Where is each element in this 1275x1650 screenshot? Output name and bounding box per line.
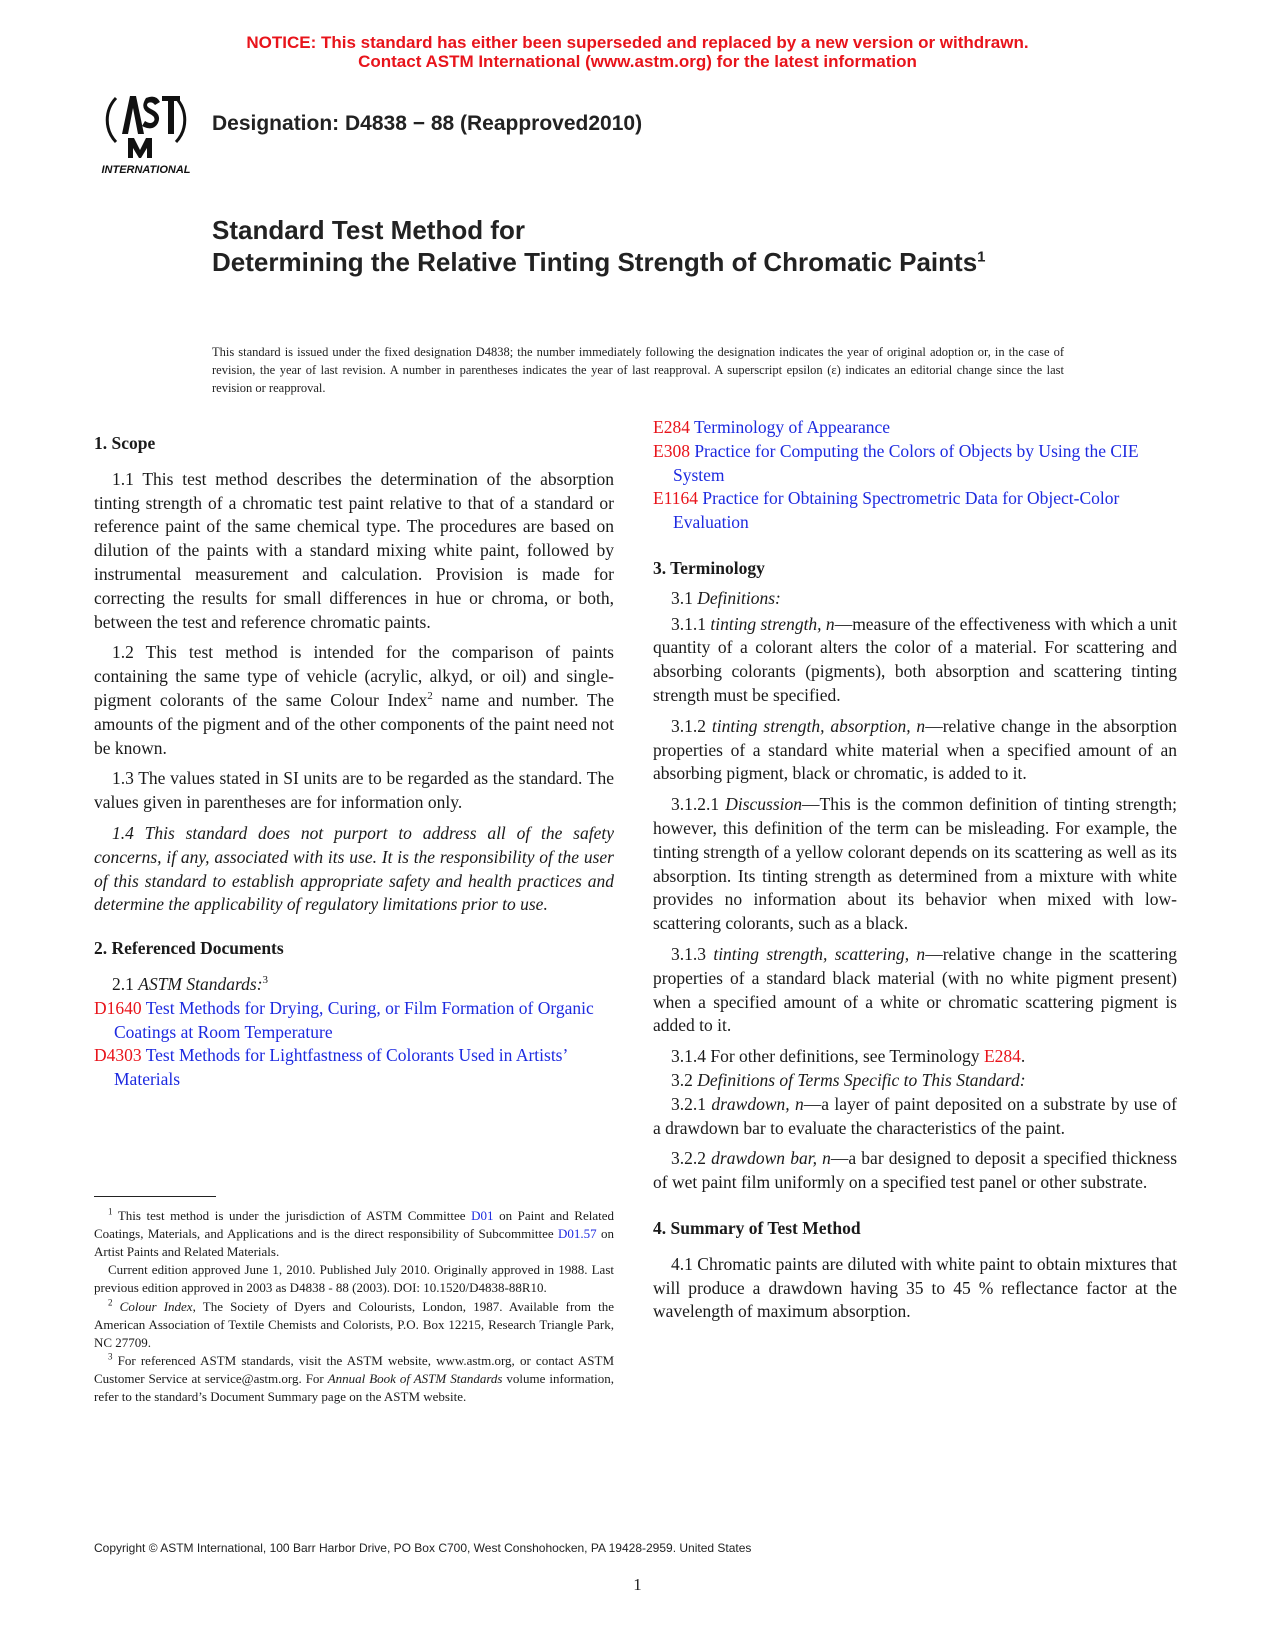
ref-code[interactable]: D1640 [94, 997, 142, 1018]
para-1-2-text-cont: name and number. The amounts of the pigment and of the other components of the paint need not be known. [94, 689, 614, 758]
footnote-2-text: , The Society of Dyers and Colourists, London, 1987. Available from the American Association of Textile Chemists and Colorists, P.O. Box 12215, Research Triangle Park, NC 27709. [94, 1298, 614, 1350]
para-3-1-num: 3.1 [671, 587, 698, 608]
para-1-1: 1.1 This test method describes the determination of the absorption tinting strength of a chromatic test paint relative to that of a standard or reference paint of the same chemical type. The procedures are based on dilution of the paints with a standard mixing white paint, followed by instrumental measurement and calculation. Provision is made for correcting the results for small differences in hue or chroma, or both, between the test and reference chromatic paints. [94, 468, 614, 632]
ref-title[interactable]: Test Methods for Drying, Curing, or Film Formation of Organic Coatings at Room Temperature [114, 997, 594, 1042]
definition: —This is the common definition of tinting strength; however, this definition of the term can be misleading. For example, the tinting strength of a yellow colorant depends on its scattering as well as its absorption. Its tinting strength as determined from a mixture with white provides no information about its behavior when mixed with low-scattering colorants, such as a black. [653, 794, 1178, 934]
title-line-2 [212, 246, 1072, 278]
text-end: . [1020, 1046, 1026, 1067]
footnote-divider [94, 1196, 216, 1197]
para-4-1: 4.1 Chromatic paints are diluted with white paint to obtain mixtures that will produce a drawdown having 35 to 45 % reflectance factor at the wavelength of maximum absorption. [653, 1253, 1177, 1322]
section-4-heading: 4. Summary of Test Method [653, 1217, 861, 1238]
ref-title[interactable]: Test Methods for Lightfastness of Colorants Used in Artists’ Materials [114, 1045, 568, 1090]
para-3-1-1 [653, 613, 1177, 708]
left-column [94, 432, 614, 1092]
para-1-3: 1.3 The values stated in SI units are to be regarded as the standard. The values given in parentheses are for information only. [94, 768, 614, 813]
text: 3.1.4 For other definitions, see Terminology [671, 1046, 984, 1067]
section-1-heading: 1. Scope [94, 433, 156, 453]
ref-link-e284[interactable]: E284 [983, 1046, 1021, 1067]
definition: —a layer of paint deposited on a substrate by use of a drawdown bar to evaluate the characteristics of the paint. [653, 1093, 1178, 1138]
section-3-heading: 3. Terminology [653, 557, 765, 578]
footnote-3-mark: 3 [108, 1352, 113, 1363]
footnote-3-text-b: volume information, refer to the standard’s Document Summary page on the ASTM website. [94, 1371, 615, 1404]
title-footnote-ref: 1 [977, 248, 986, 266]
para-2-1-label: ASTM Standards: [138, 973, 263, 994]
para-3-1-2 [653, 715, 1177, 786]
term: tinting strength, absorption, n [711, 715, 926, 736]
footnote-1-text: This test method is under the jurisdiction of ASTM Committee [112, 1208, 472, 1223]
ref-d4303[interactable] [94, 1044, 614, 1092]
link-d01[interactable]: D01 [471, 1208, 494, 1223]
term: tinting strength, n [710, 613, 835, 634]
astm-logo [94, 84, 198, 176]
num: 3.1.1 [671, 613, 711, 634]
para-3-1 [653, 587, 1177, 611]
ref-code[interactable]: E284 [653, 417, 690, 437]
copyright: Copyright © ASTM International, 100 Barr Harbor Drive, PO Box C700, West Conshohocken, PA 19428-2959. United States [94, 1541, 752, 1555]
ref-title[interactable]: Terminology of Appearance [689, 417, 891, 437]
para-3-2-2 [653, 1147, 1177, 1195]
footnote-ref-3[interactable]: 3 [262, 974, 269, 987]
footnote-3-text: For referenced ASTM standards, visit the ASTM website, www.astm.org, or contact ASTM Customer Service at service@astm.org. For [94, 1353, 614, 1387]
para-2-1-num: 2.1 [112, 973, 139, 994]
term: tinting strength, scattering, n [713, 943, 926, 964]
definition: —a bar designed to deposit a specified thickness of wet paint film uniformly on a specified test panel or other substrate. [653, 1148, 1178, 1193]
footnote-1-mark: 1 [108, 1206, 113, 1217]
label: Definitions of Terms Specific to This Standard: [697, 1069, 1026, 1090]
definition: —relative change in the scattering properties of a standard black material (with no white pigment present) when a specified amount of a white or chromatic scattering pigment is added to it. [653, 943, 1177, 1036]
definition: —relative change in the absorption properties of a standard white material when a specified amount of an absorbing pigment, black or chromatic, is added to it. [653, 715, 1177, 784]
term: Discussion [725, 794, 803, 815]
ref-code[interactable]: E308 [653, 440, 690, 461]
footnote-1-current-edition: Current edition approved June 1, 2010. Published July 2010. Originally approved in 1988. Last previous edition approved in 2003 as D4838 - 88 (2003). DOI: 10.1520/D4838-88R10. [94, 1262, 614, 1296]
num: 3.2.2 [671, 1148, 712, 1169]
para-2-1 [94, 973, 614, 997]
para-3-2 [653, 1069, 1177, 1093]
ref-title[interactable]: Practice for Computing the Colors of Objects by Using the CIE System [673, 440, 1139, 485]
footnote-1 [94, 1207, 614, 1260]
num: 3.1.2 [671, 715, 712, 736]
footnote-1-text-b: on Paint and Related Coatings, Materials, and Applications and is the direct responsibility of Subcommittee [94, 1208, 614, 1241]
para-3-1-2-1 [653, 793, 1177, 936]
title-line-1: Standard Test Method for [212, 215, 525, 245]
footnote-1-text-c: on Artist Paints and Related Materials. [94, 1225, 614, 1259]
ref-e284[interactable] [653, 416, 1177, 440]
ref-e1164[interactable] [653, 487, 1177, 535]
num: 3.1.3 [671, 943, 714, 964]
para-3-2-1 [653, 1093, 1177, 1141]
footnote-2 [94, 1298, 614, 1351]
para-1-2 [94, 641, 614, 760]
para-1-2-text: 1.2 This test method is intended for the comparison of paints containing the same type of vehicle (acrylic, alkyd, or oil) and single-pigment colorants of the same Colour Index [94, 642, 614, 710]
logo-wordmark: INTERNATIONAL [101, 164, 191, 176]
footnote-3 [94, 1352, 614, 1405]
notice-line-1: NOTICE: This standard has either been superseded and replaced by a new version or withdrawn. [246, 33, 1029, 52]
link-d01-57[interactable]: D01.57 [557, 1225, 597, 1241]
document-title [212, 214, 1072, 278]
ref-title[interactable]: Practice for Obtaining Spectrometric Data for Object-Color Evaluation [673, 488, 1120, 533]
para-1-4: 1.4 This standard does not purport to address all of the safety concerns, if any, associated with its use. It is the responsibility of the user of this standard to establish appropriate safety and health practices and determine the applicability of regulatory limitations prior to use. [94, 822, 614, 915]
title-main: Determining the Relative Tinting Strength of Chromatic Paints [212, 247, 978, 277]
term: drawdown, n [711, 1093, 804, 1114]
ref-code[interactable]: E1164 [653, 488, 699, 509]
notice-banner [0, 33, 1275, 71]
para-3-1-4 [653, 1045, 1177, 1069]
num: 3.2.1 [671, 1093, 712, 1114]
num: 3.2 [671, 1069, 698, 1090]
num: 3.1.2.1 [671, 794, 726, 815]
ref-d1640[interactable] [94, 997, 614, 1045]
designation: Designation: D4838 − 88 (Reapproved2010) [212, 112, 643, 135]
footnote-2-italic: Colour Index [112, 1298, 193, 1314]
notice-line-2: Contact ASTM International (www.astm.org) for the latest information [358, 52, 917, 71]
footnote-3-italic: Annual Book of ASTM Standards [327, 1371, 503, 1387]
section-2-heading: 2. Referenced Documents [94, 938, 284, 959]
term: drawdown bar, n [711, 1148, 831, 1169]
footnote-ref-2[interactable]: 2 [427, 690, 433, 703]
ref-code[interactable]: D4303 [94, 1045, 142, 1066]
right-column [653, 417, 1178, 1331]
para-3-1-label: Definitions: [697, 587, 781, 608]
issued-note: This standard is issued under the fixed designation D4838; the number immediately following the designation indicates the year of original adoption or, in the case of revision, the year of last revision. A number in parentheses indicates the year of last reapproval. A superscript epsilon (ε) indicates an editorial change since the last revision or reapproval. [212, 345, 1064, 395]
ref-e308[interactable] [653, 440, 1177, 488]
definition: —measure of the effectiveness with which a unit quantity of a colorant alters the color of a material. For scattering and absorbing colorants (pigments), both absorption and scattering tinting strength must be specified. [653, 613, 1177, 705]
footnotes [94, 1207, 614, 1407]
para-3-1-3 [653, 943, 1177, 1038]
footnote-2-mark: 2 [108, 1297, 113, 1308]
page-number: 1 [633, 1575, 642, 1594]
